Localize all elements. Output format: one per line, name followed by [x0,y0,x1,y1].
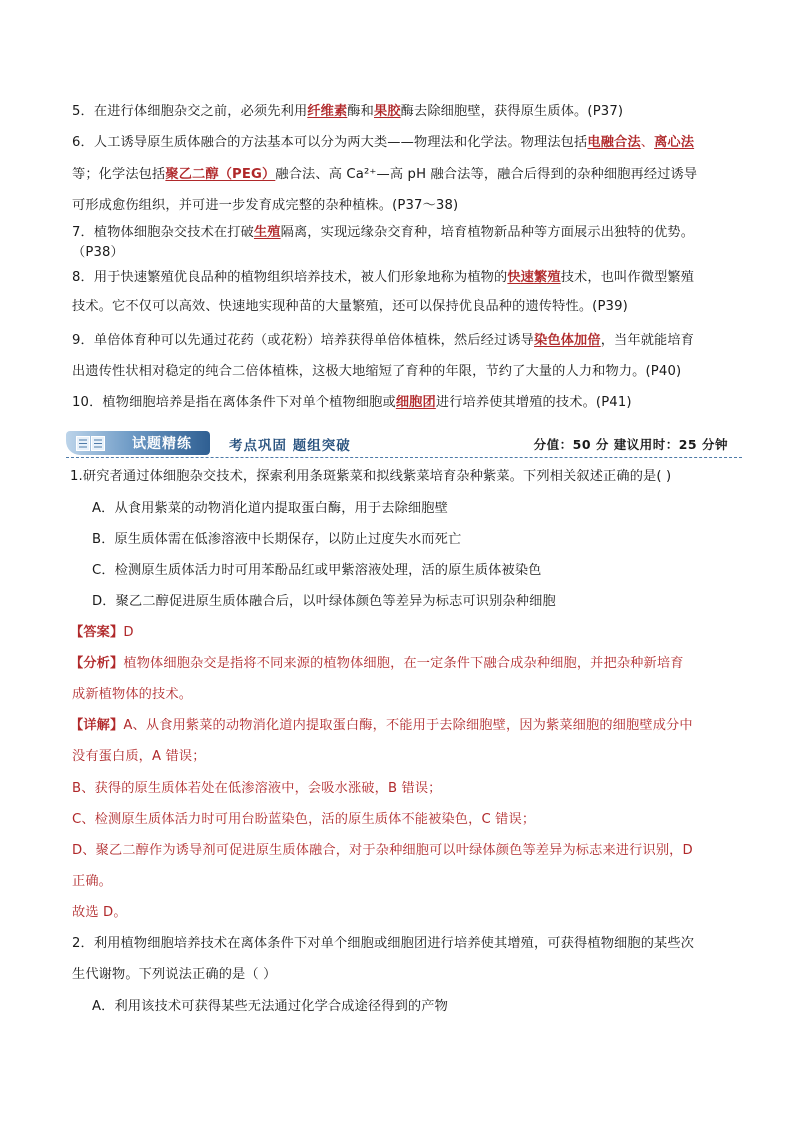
item-text: 等；化学法包括 [72,167,166,182]
detail-line6: 正确。 [72,874,113,889]
item-text: 7．植物体细胞杂交技术在打破 [72,225,254,240]
detail-line2: 没有蛋白质，A 错误； [72,749,206,764]
analysis-label: 【分析】 [70,656,124,671]
item-text: 6．人工诱导原生质体融合的方法基本可以分为两大类——物理法和化学法。物理法包括 [72,135,588,150]
knowledge-item-7-line1 [72,223,694,243]
item-text: 10．植物细胞培养是指在离体条件下对单个植物细胞或 [72,395,396,410]
question-2-stem-line2: 生代谢物。下列说法正确的是（ ） [72,967,277,982]
knowledge-item-6-line2 [72,165,697,185]
answer-line [70,623,134,643]
conclusion-line: 故选 D。 [72,905,127,920]
detail-text: A、从食用紫菜的动物消化道内提取蛋白酶，不能用于去除细胞壁，因为紫菜细胞的细胞壁成分中 [123,718,693,733]
answer-label: 【答案】 [70,625,124,640]
item-text: 9．单倍体育种可以先通过花药（或花粉）培养获得单倍体植株，然后经过诱导 [72,333,535,348]
item-text: 隔离，实现远缘杂交育种，培育植物新品种等方面展示出独特的优势。 [280,225,695,240]
section-banner [66,431,742,459]
question-2-option-a: A．利用该技术可获得某些无法通过化学合成途径得到的产物 [92,999,448,1014]
item-text: ，当年就能培育 [600,333,695,348]
keyword: 聚乙二醇（PEG） [165,167,276,182]
knowledge-item-8-line1 [72,268,694,288]
keyword: 生殖 [253,225,281,240]
section-meta: 分值：50 分 建议用时：25 分钟 [533,437,728,452]
detail-line1 [70,716,693,736]
knowledge-item-9-line1 [72,331,694,351]
keyword: 纤维素 [307,104,348,119]
item-text: 酶和 [347,104,374,119]
analysis-line2: 成新植物体的技术。 [72,687,193,702]
section-title: 试题精练 [132,436,192,452]
keyword: 离心法 [654,135,695,150]
detail-line5: D、聚乙二醇作为诱导剂可促进原生质体融合，对于杂种细胞可以叶绿体颜色等差异为标志来进行识别，D [72,843,693,858]
question-2-stem-line1: 2．利用植物细胞培养技术在离体条件下对单个细胞或细胞团进行培养使其增殖，可获得植物细胞的某些次 [72,936,695,951]
knowledge-item-7-line2: （P38） [72,245,124,260]
section-tab [66,431,210,455]
answer-value: D [123,625,134,640]
analysis-line1 [70,654,684,674]
knowledge-item-6-line1 [72,133,694,153]
analysis-text: 植物体细胞杂交是指将不同来源的植物体细胞，在一定条件下融合成杂种细胞，并把杂种新培育 [123,656,684,671]
dashed-divider [66,457,742,458]
question-1-option-c: C．检测原生质体活力时可用苯酚品红或甲紫溶液处理，活的原生质体被染色 [92,563,542,578]
question-1-option-a: A．从食用紫菜的动物消化道内提取蛋白酶，用于去除细胞壁 [92,501,448,516]
keyword: 果胶 [373,104,401,119]
question-1-option-d: D．聚乙二醇促进原生质体融合后，以叶绿体颜色等差异为标志可识别杂种细胞 [92,594,556,609]
knowledge-item-9-line2: 出遗传性状相对稳定的纯合二倍体植株，这极大地缩短了育种的年限，节约了大量的人力和物力。(P40) [72,364,682,379]
item-text: 5．在进行体细胞杂交之前，必须先利用 [72,104,308,119]
detail-label: 【详解】 [70,718,124,733]
item-text: 酶去除细胞壁，获得原生质体。(P37) [400,104,624,119]
keyword: 染色体加倍 [534,333,601,348]
knowledge-item-5 [72,102,623,122]
question-1-stem: 1.研究者通过体细胞杂交技术，探索利用条斑紫菜和拟线紫菜培育杂种紫菜。下列相关叙述正确的是( ) [70,469,672,484]
keyword: 电融合法 [587,135,641,150]
knowledge-item-8-line2: 技术。它不仅可以高效、快速地实现种苗的大量繁殖，还可以保持优良品种的遗传特性。(P39) [72,299,628,314]
keyword: 细胞团 [395,395,436,410]
item-text: 技术，也叫作微型繁殖 [560,270,695,285]
item-text: 进行培养使其增殖的技术。(P41) [435,395,632,410]
section-subtitle: 考点巩固 题组突破 [229,438,351,454]
knowledge-item-6-line3: 可形成愈伤组织，并可进一步发育成完整的杂种植株。(P37～38) [72,198,459,213]
item-text: 融合法、高 Ca²⁺—高 pH 融合法等，融合后得到的杂种细胞再经过诱导 [275,167,698,182]
knowledge-item-10 [72,393,632,413]
item-text: 8．用于快速繁殖优良品种的植物组织培养技术，被人们形象地称为植物的 [72,270,508,285]
question-1-option-b: B．原生质体需在低渗溶液中长期保存，以防止过度失水而死亡 [92,532,462,547]
detail-line3: B、获得的原生质体若处在低渗溶液中，会吸水涨破，B 错误； [72,781,442,796]
book-icon [76,436,106,451]
keyword: 快速繁殖 [507,270,561,285]
detail-line4: C、检测原生质体活力时可用台盼蓝染色，活的原生质体不能被染色，C 错误； [72,812,536,827]
separator: 、 [640,135,655,150]
